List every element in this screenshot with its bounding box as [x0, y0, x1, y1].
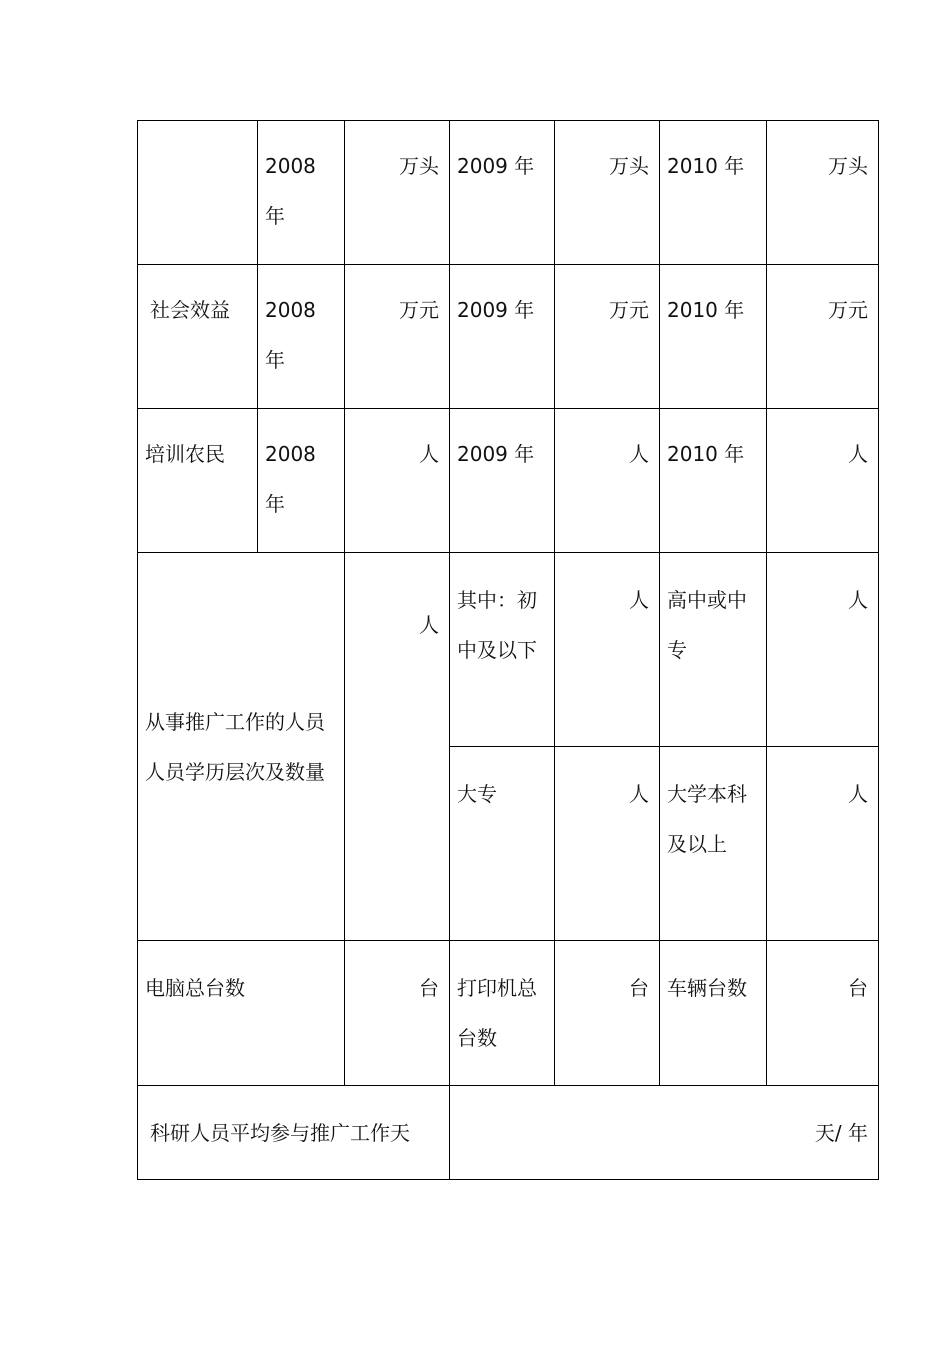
unit-cell: 人 [555, 409, 660, 553]
year-2008-cell [258, 121, 345, 265]
year-2008-text: 2008 年 [265, 154, 316, 228]
vehicle-label: 车辆台数 [660, 941, 767, 1086]
table-row [138, 1086, 879, 1180]
table-row [138, 409, 879, 553]
statistics-table [137, 120, 879, 1180]
junior-unit: 人 [555, 553, 660, 747]
vehicle-unit: 台 [767, 941, 879, 1086]
year-2008-cell [258, 409, 345, 553]
unit-cell: 万元 [767, 265, 879, 409]
year-2010-cell: 2010 年 [660, 121, 767, 265]
senior-label: 高中或中专 [660, 553, 767, 747]
table-row [138, 121, 879, 265]
table-row [138, 941, 879, 1086]
junior-label: 其中：初中及以下 [450, 553, 555, 747]
staff-total-unit: 人 [345, 553, 450, 941]
staff-education-label: 从事推广工作的人员人员学历层次及数量 [138, 553, 345, 941]
table-row [138, 553, 879, 747]
research-unit: 天/ 年 [450, 1086, 879, 1180]
bachelor-label: 大学本科及以上 [660, 747, 767, 941]
year-2009-cell: 2009 年 [450, 121, 555, 265]
row-label: 社会效益 [138, 265, 258, 409]
printer-label: 打印机总台数 [450, 941, 555, 1086]
unit-cell: 万头 [767, 121, 879, 265]
computer-label: 电脑总台数 [138, 941, 345, 1086]
college-label: 大专 [450, 747, 555, 941]
table-row [138, 265, 879, 409]
unit-cell: 万头 [555, 121, 660, 265]
unit-cell: 万元 [555, 265, 660, 409]
year-2009-cell: 2009 年 [450, 409, 555, 553]
unit-cell: 万元 [345, 265, 450, 409]
year-2010-cell: 2010 年 [660, 265, 767, 409]
computer-unit: 台 [345, 941, 450, 1086]
year-2009-cell: 2009 年 [450, 265, 555, 409]
research-label: 科研人员平均参与推广工作天 [138, 1086, 450, 1180]
senior-unit: 人 [767, 553, 879, 747]
college-unit: 人 [555, 747, 660, 941]
bachelor-unit: 人 [767, 747, 879, 941]
year-2008-cell [258, 265, 345, 409]
row-label: 培训农民 [138, 409, 258, 553]
year-2010-cell: 2010 年 [660, 409, 767, 553]
printer-unit: 台 [555, 941, 660, 1086]
year-2008-text: 2008 年 [265, 298, 316, 372]
row-label [138, 121, 258, 265]
unit-cell: 万头 [345, 121, 450, 265]
year-2008-text: 2008 年 [265, 442, 316, 516]
unit-cell: 人 [345, 409, 450, 553]
unit-cell: 人 [767, 409, 879, 553]
